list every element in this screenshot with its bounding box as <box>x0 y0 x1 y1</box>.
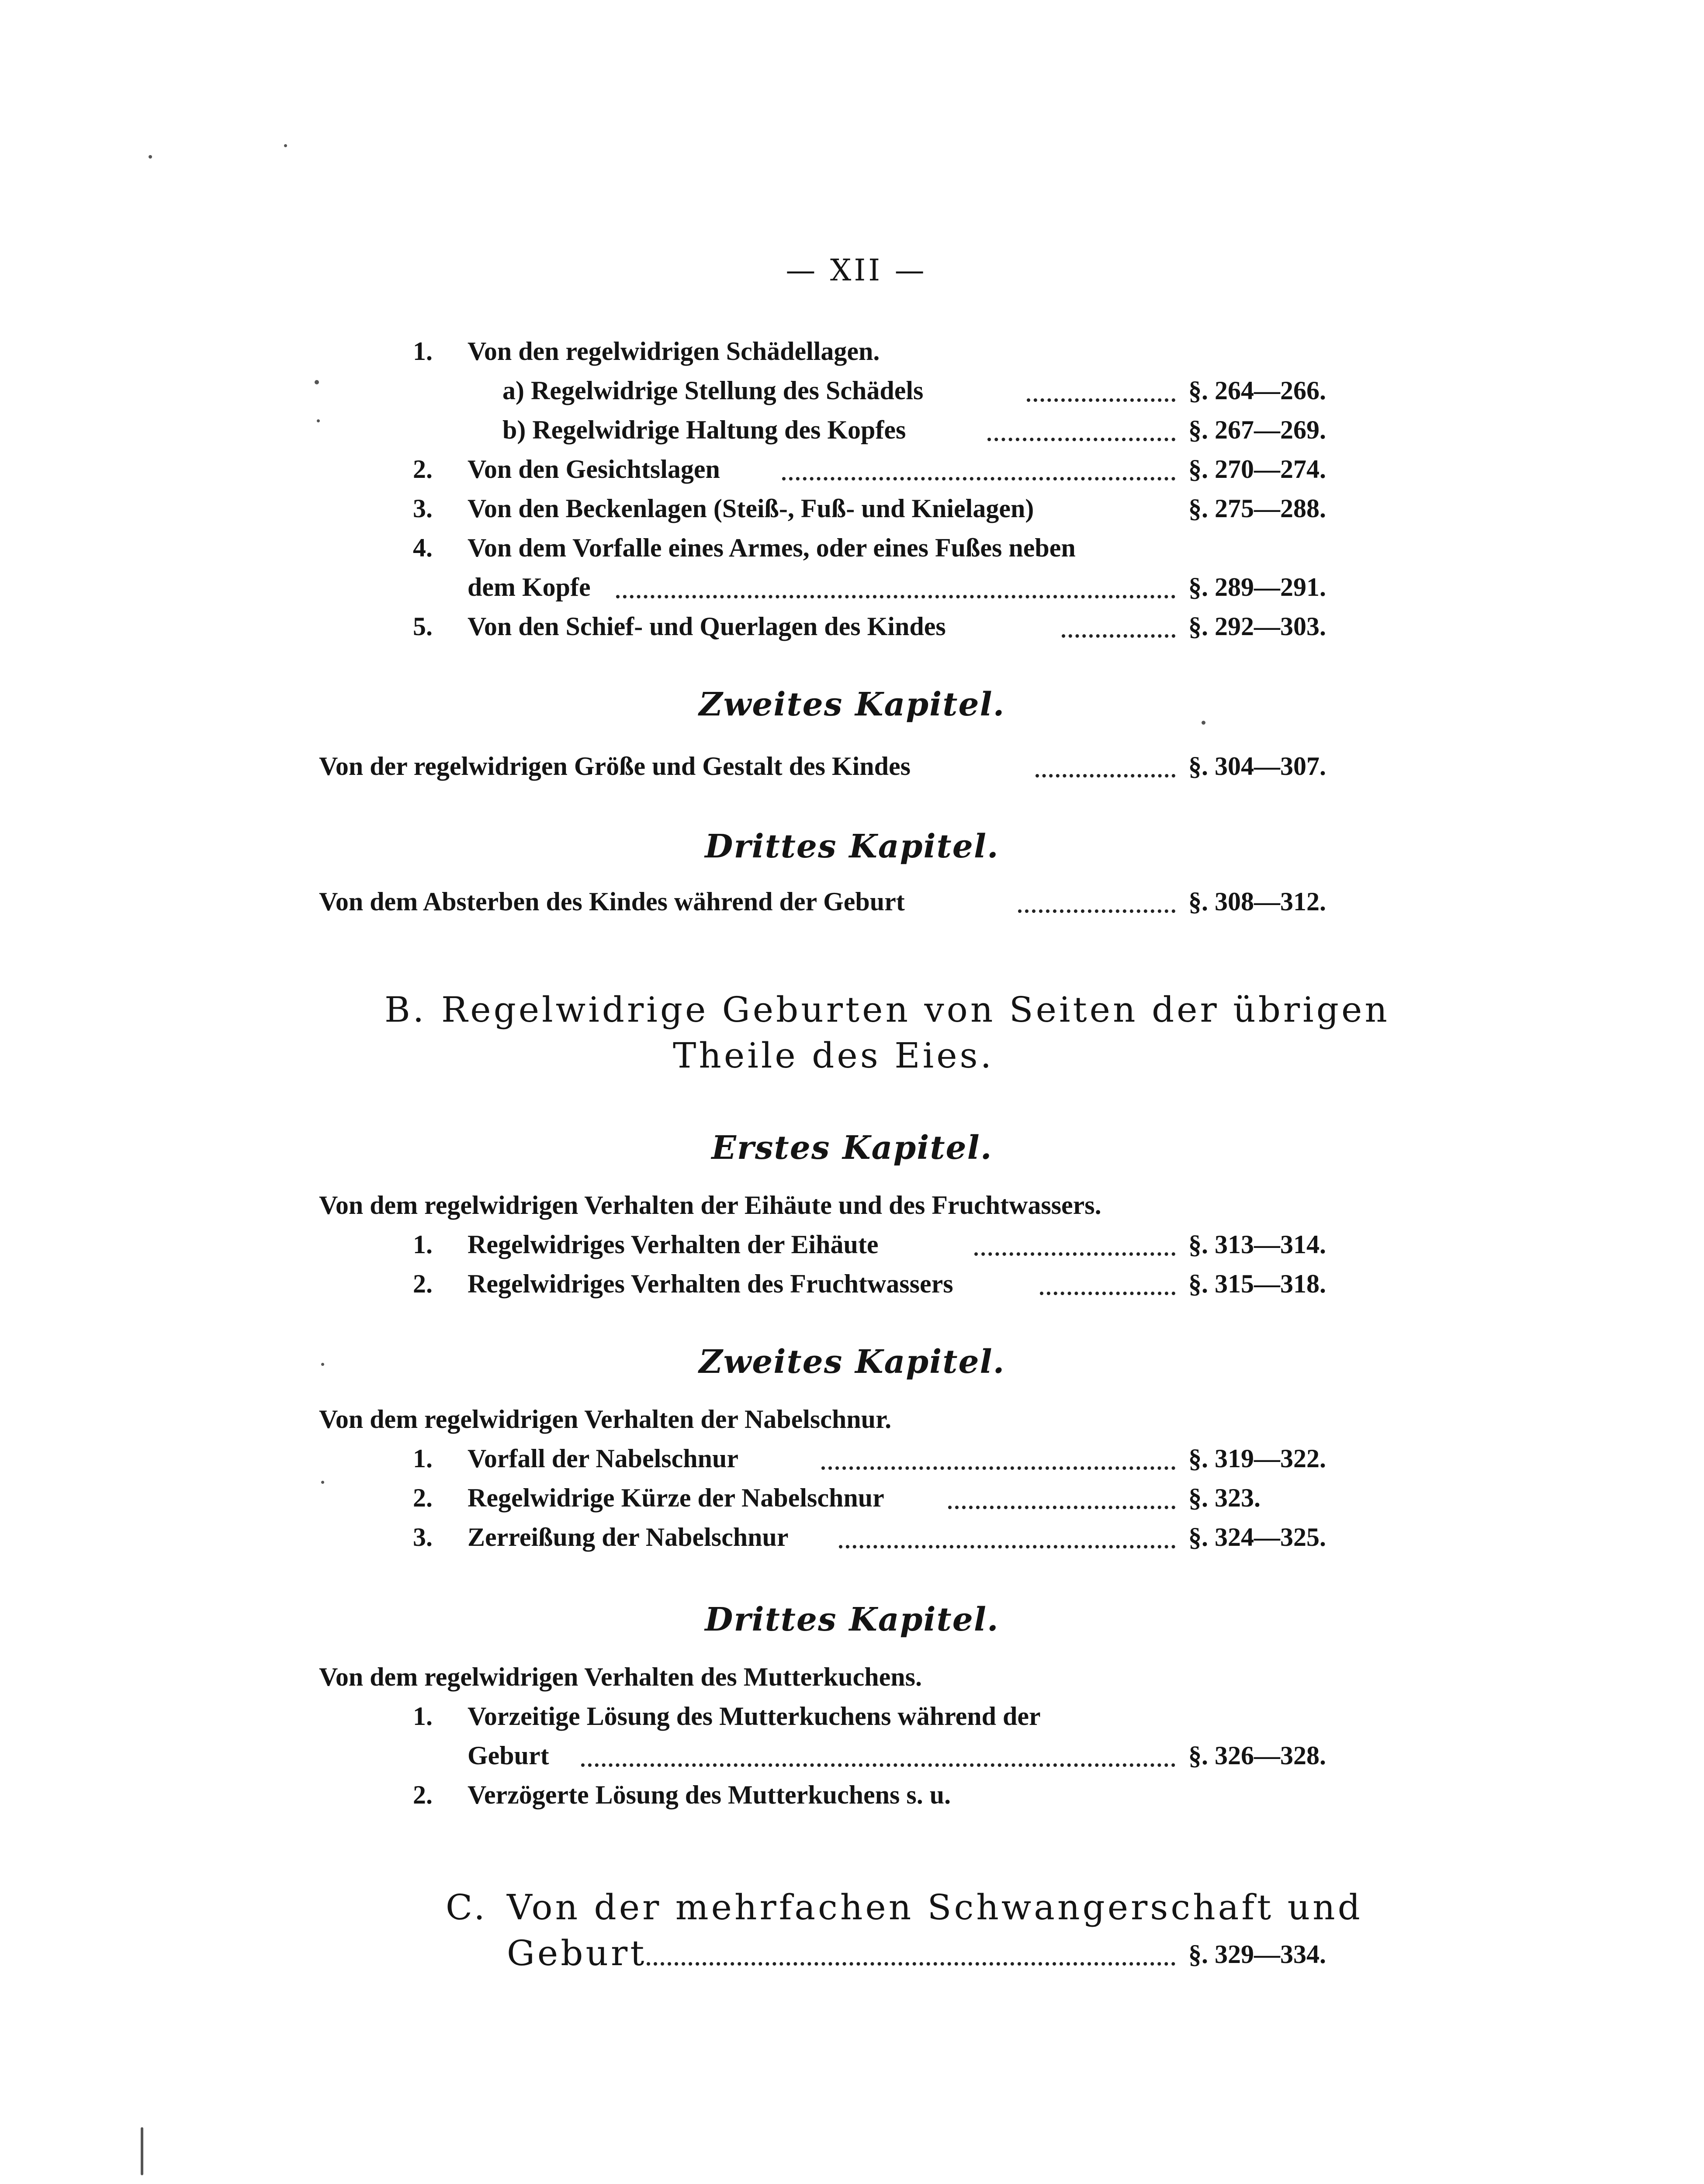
entry-text: Von dem Absterben des Kindes während der Geburt <box>319 887 905 916</box>
toc-entry <box>0 1483 1704 1527</box>
entry-text: Von den Beckenlagen (Steiß-, Fuß- und Knielagen) <box>468 494 1034 523</box>
section-title-line-2: Theile des Eies. <box>673 1035 994 1076</box>
toc-entry <box>0 1404 1704 1448</box>
toc-entry <box>0 751 1704 795</box>
scan-speck <box>321 1481 324 1484</box>
entry-text: Von den Gesichtslagen <box>468 455 720 484</box>
dot-leader <box>987 425 1175 441</box>
entry-text: Von den regelwidrigen Schädellagen. <box>468 337 880 366</box>
entry-reference: §. 323. <box>1188 1483 1261 1512</box>
dot-leader <box>948 1493 1175 1509</box>
section-c-reference-row <box>0 1939 1704 1983</box>
entry-text: Von der regelwidrigen Größe und Gestalt des Kindes <box>319 752 911 781</box>
entry-reference: §. 270—274. <box>1188 455 1326 484</box>
dot-leader <box>782 464 1175 480</box>
dot-leader <box>1018 896 1175 913</box>
toc-entry <box>0 1780 1704 1824</box>
section-title-line-1: Von der mehrfachen Schwangerschaft und <box>507 1887 1363 1928</box>
entry-number: 2. <box>413 1269 433 1298</box>
toc-entry <box>0 887 1704 930</box>
section-title-line-1: Regelwidrige Geburten von Seiten der übrigen <box>441 989 1390 1030</box>
entry-reference: §. 264—266. <box>1188 376 1326 405</box>
scan-speck <box>317 419 320 422</box>
entry-reference: §. 308—312. <box>1188 887 1326 916</box>
entry-reference: §. 319—322. <box>1188 1444 1326 1473</box>
entry-reference: §. 324—325. <box>1188 1523 1326 1552</box>
toc-entry <box>0 1662 1704 1706</box>
entry-text: Von den Schief- und Querlagen des Kindes <box>468 612 946 641</box>
scan-speck <box>321 1363 324 1366</box>
toc-entry <box>0 1701 1704 1745</box>
toc-entry <box>0 572 1704 616</box>
entry-text: Vorfall der Nabelschnur <box>468 1444 739 1473</box>
entry-text: Regelwidriges Verhalten der Eihäute <box>468 1230 879 1259</box>
toc-entry <box>0 533 1704 577</box>
entry-number: 1. <box>413 1444 433 1473</box>
toc-entry <box>0 494 1704 537</box>
entry-reference: §. 292—303. <box>1188 612 1326 641</box>
entry-text: a) Regelwidrige Stellung des Schädels <box>502 376 924 405</box>
scan-mark <box>141 2127 143 2175</box>
dot-leader <box>839 1532 1175 1548</box>
entry-text: Verzögerte Lösung des Mutterkuchens s. u. <box>468 1780 951 1809</box>
page-number: — XII — <box>786 253 927 288</box>
scan-speck <box>149 155 152 159</box>
entry-text: Regelwidriges Verhalten des Fruchtwassers <box>468 1269 953 1298</box>
dot-leader <box>647 1949 1175 1966</box>
entry-text: Von dem regelwidrigen Verhalten der Nabelschnur. <box>319 1405 892 1434</box>
section-label: C. <box>446 1887 488 1928</box>
entry-text: Vorzeitige Lösung des Mutterkuchens während der <box>468 1702 1041 1731</box>
toc-entry <box>0 454 1704 498</box>
entry-number: 3. <box>413 1523 433 1552</box>
entry-reference: §. 267—269. <box>1188 415 1326 444</box>
toc-entry <box>0 415 1704 459</box>
entry-reference: §. 329—334. <box>1188 1940 1326 1969</box>
chapter-heading: Drittes Kapitel. <box>705 828 999 865</box>
toc-entry <box>0 612 1704 655</box>
entry-number: 1. <box>413 1230 433 1259</box>
entry-reference: §. 304—307. <box>1188 752 1326 781</box>
entry-text: Von dem regelwidrigen Verhalten der Eihäute und des Fruchtwassers. <box>319 1191 1101 1220</box>
dot-leader <box>974 1239 1175 1256</box>
entry-text: Zerreißung der Nabelschnur <box>468 1523 789 1552</box>
scan-speck <box>284 144 287 147</box>
dot-leader <box>616 582 1175 598</box>
toc-entry <box>0 376 1704 419</box>
entry-number: 2. <box>413 455 433 484</box>
scan-speck <box>1202 721 1205 725</box>
entry-text: dem Kopfe <box>468 573 591 601</box>
entry-number: 2. <box>413 1780 433 1809</box>
toc-entry <box>0 1741 1704 1784</box>
toc-entry <box>0 336 1704 380</box>
section-label: B. <box>384 989 427 1030</box>
entry-reference: §. 289—291. <box>1188 573 1326 601</box>
toc-entry <box>0 1444 1704 1487</box>
entry-number: 1. <box>413 1702 433 1731</box>
dot-leader <box>581 1750 1175 1767</box>
dot-leader <box>1036 761 1175 778</box>
entry-text: Geburt <box>468 1741 549 1770</box>
toc-entry <box>0 1190 1704 1234</box>
entry-text: Von dem regelwidrigen Verhalten des Mutterkuchens. <box>319 1662 922 1691</box>
chapter-heading: Drittes Kapitel. <box>705 1601 999 1638</box>
toc-entry <box>0 1522 1704 1566</box>
entry-number: 5. <box>413 612 433 641</box>
entry-reference: §. 315—318. <box>1188 1269 1326 1298</box>
entry-reference: §. 275—288. <box>1188 494 1326 523</box>
dot-leader <box>821 1453 1175 1470</box>
entry-number: 3. <box>413 494 433 523</box>
entry-reference: §. 313—314. <box>1188 1230 1326 1259</box>
chapter-heading: Erstes Kapitel. <box>711 1129 993 1167</box>
entry-text: Regelwidrige Kürze der Nabelschnur <box>468 1483 884 1512</box>
chapter-heading: Zweites Kapitel. <box>699 686 1005 723</box>
toc-entry <box>0 1269 1704 1313</box>
toc-entry <box>0 1230 1704 1273</box>
entry-number: 1. <box>413 337 433 366</box>
entry-number: 2. <box>413 1483 433 1512</box>
entry-reference: §. 326—328. <box>1188 1741 1326 1770</box>
entry-text: b) Regelwidrige Haltung des Kopfes <box>502 415 906 444</box>
entry-number: 4. <box>413 533 433 562</box>
dot-leader <box>1062 621 1175 638</box>
dot-leader <box>1027 385 1175 402</box>
entry-text: Von dem Vorfalle eines Armes, oder eines Fußes neben <box>468 533 1076 562</box>
chapter-heading: Zweites Kapitel. <box>699 1343 1005 1381</box>
section-title-line-2: Geburt <box>507 1933 647 1973</box>
scan-speck <box>315 380 319 384</box>
dot-leader <box>1040 1279 1175 1295</box>
